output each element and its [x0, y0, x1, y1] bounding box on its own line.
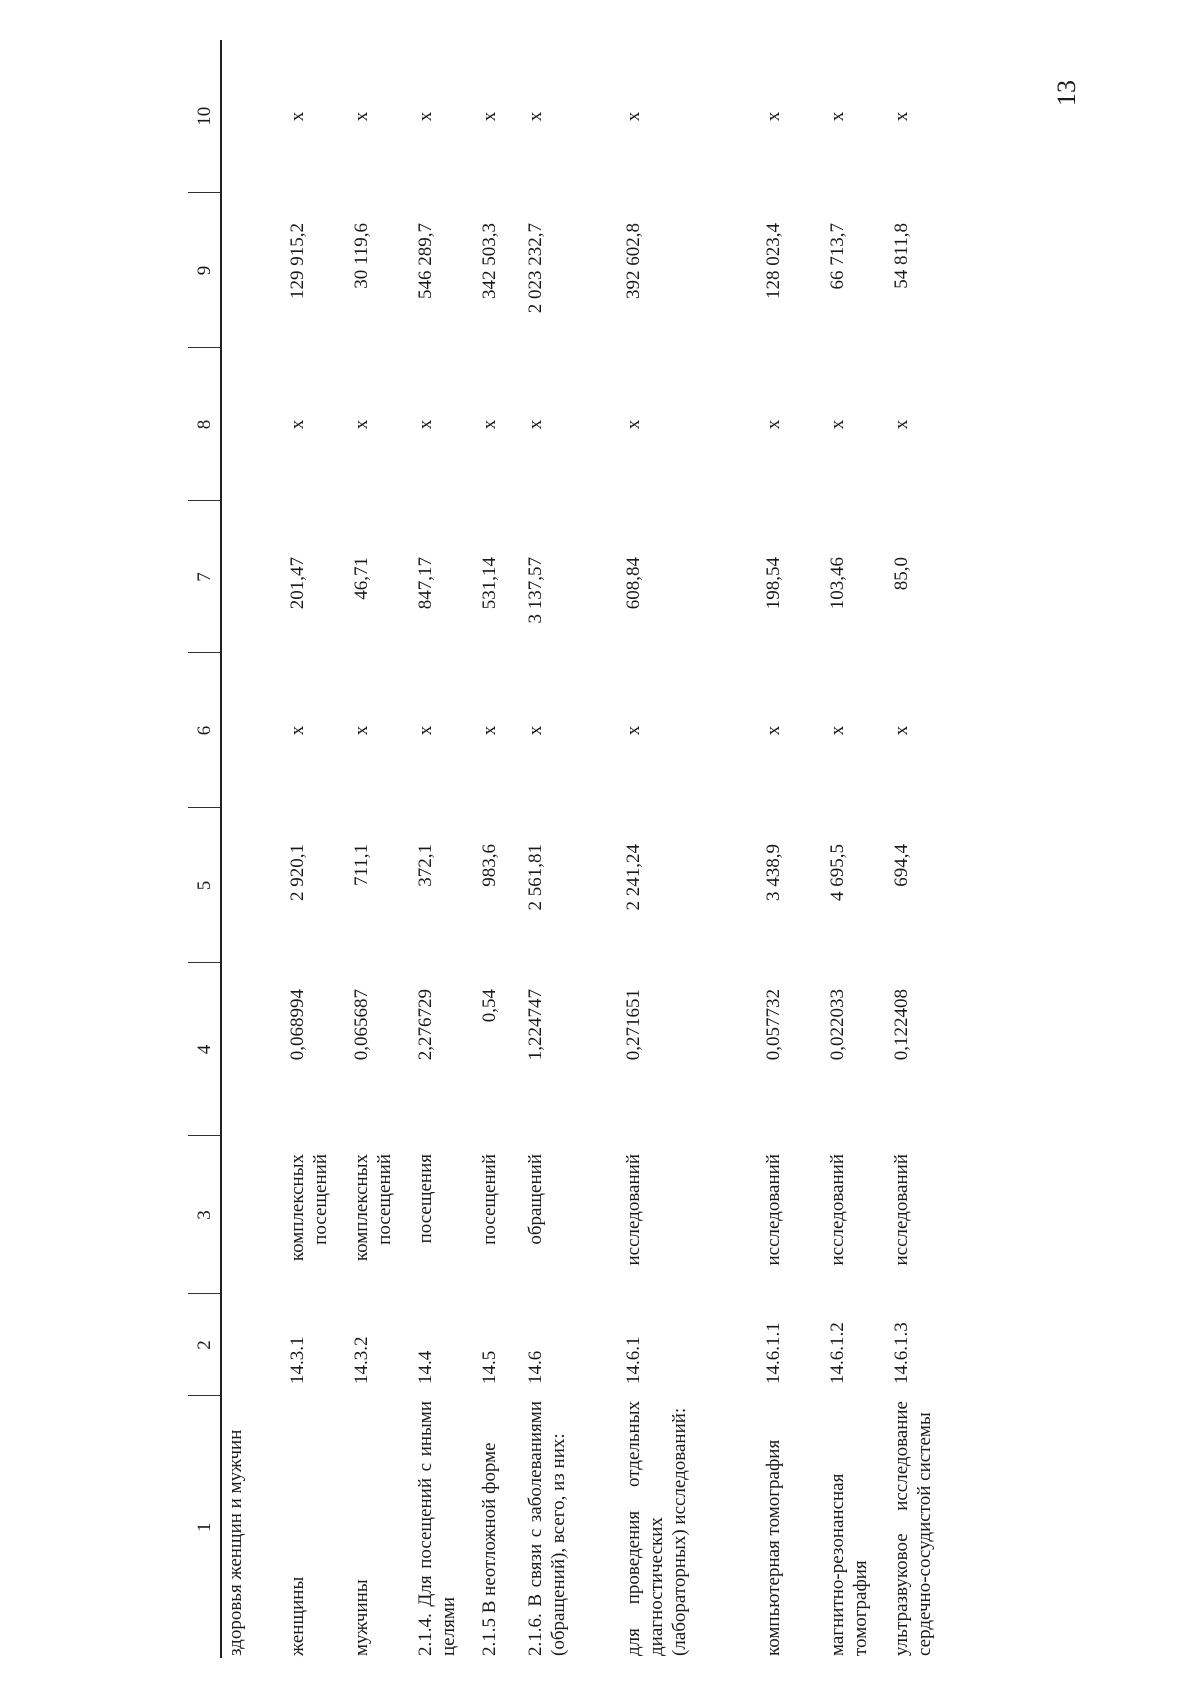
- cell-col7: 531,14: [479, 557, 500, 610]
- cell-col7: 46,71: [351, 557, 372, 600]
- column-header-7: 7: [188, 501, 221, 653]
- cell-col6: х: [525, 725, 546, 736]
- page-number: 13: [1052, 80, 1081, 106]
- table-row: [824, 40, 888, 1658]
- cell-col6: х: [623, 725, 644, 736]
- cell-col10: х: [891, 111, 912, 122]
- column-header-9: 9: [188, 193, 221, 348]
- cell-col7: 847,17: [415, 557, 436, 610]
- row-label: компьютерная томография: [763, 1439, 784, 1656]
- row-unit: посещения: [415, 1154, 436, 1244]
- column-header-2: 2: [188, 1294, 221, 1396]
- cell-col5: 2 920,1: [287, 844, 308, 901]
- cell-col5: 4 695,5: [827, 844, 848, 901]
- row-code: 14.6.1: [623, 1336, 644, 1384]
- column-header-1: 1: [188, 1396, 221, 1658]
- cell-col10: х: [287, 111, 308, 122]
- row-label: магнитно-резонансная томография: [827, 1473, 871, 1656]
- cell-col10: х: [479, 111, 500, 122]
- cell-col7: 103,46: [827, 557, 848, 610]
- cell-col7: 85,0: [891, 557, 912, 591]
- cell-col7: [221, 501, 284, 653]
- row-unit: исследований: [623, 1154, 644, 1266]
- cell-col9: 128 023,4: [763, 223, 784, 299]
- cell-col10: х: [827, 111, 848, 122]
- row-label: для проведения отдельных диагностических (лабораторных) исследований:: [623, 1401, 690, 1656]
- row-code: 14.3.2: [351, 1336, 372, 1384]
- row-code: 14.6.1.2: [827, 1322, 848, 1384]
- row-label: 2.1.4. Для посещений с иными целями: [415, 1401, 459, 1656]
- row-label: ультразвуковое исследование сердечно-сосудистой системы: [891, 1401, 935, 1656]
- cell-col7: 198,54: [763, 557, 784, 610]
- row-code: 14.6: [525, 1350, 546, 1384]
- row-label: женщины: [287, 1576, 308, 1656]
- table-row: [888, 40, 960, 1658]
- cell-col4: 0,122408: [891, 989, 912, 1061]
- row-unit: комплексных посещений: [287, 1154, 331, 1262]
- cell-col4: 0,271651: [623, 989, 644, 1061]
- cell-col5: 372,1: [415, 844, 436, 887]
- cell-col4: 0,068994: [287, 989, 308, 1061]
- row-code: [221, 1294, 284, 1396]
- cell-col6: х: [891, 725, 912, 736]
- cell-col4: [221, 963, 284, 1136]
- row-code: 14.6.1.3: [891, 1322, 912, 1384]
- cell-col7: 201,47: [287, 557, 308, 610]
- table-row: [412, 40, 476, 1658]
- cell-col10: [221, 40, 284, 193]
- cell-col8: х: [623, 419, 644, 430]
- cell-col9: 392 602,8: [623, 223, 644, 299]
- table-row: [284, 40, 348, 1658]
- cell-col8: х: [287, 419, 308, 430]
- table-row: [760, 40, 824, 1658]
- cell-col5: 694,4: [891, 844, 912, 887]
- cell-col4: 0,065687: [351, 989, 372, 1061]
- row-label: 2.1.6. В связи с заболеваниями (обращений), всего, из них:: [525, 1401, 569, 1656]
- table-row: [522, 40, 620, 1658]
- row-unit: комплексных посещений: [351, 1154, 395, 1262]
- cell-col9: 54 811,8: [891, 223, 912, 289]
- cell-col9: 30 119,6: [351, 223, 372, 289]
- data-table: [188, 40, 960, 1658]
- column-header-10: 10: [188, 40, 221, 193]
- cell-col6: х: [287, 725, 308, 736]
- row-unit: исследований: [891, 1154, 912, 1266]
- cell-col4: 1,224747: [525, 989, 546, 1061]
- row-unit: исследований: [763, 1154, 784, 1266]
- table-row: [476, 40, 522, 1658]
- row-unit: [221, 1136, 284, 1294]
- table-row: [620, 40, 760, 1658]
- column-header-3: 3: [188, 1136, 221, 1294]
- cell-col9: 2 023 232,7: [525, 223, 546, 314]
- row-code: 14.5: [479, 1350, 500, 1384]
- cell-col8: х: [827, 419, 848, 430]
- cell-col5: 3 438,9: [763, 844, 784, 901]
- cell-col8: х: [479, 419, 500, 430]
- header-row: [188, 40, 221, 1658]
- cell-col10: х: [415, 111, 436, 122]
- cell-col6: х: [479, 725, 500, 736]
- cell-col9: 129 915,2: [287, 223, 308, 299]
- column-header-5: 5: [188, 808, 221, 963]
- cell-col6: х: [351, 725, 372, 736]
- cell-col9: 342 503,3: [479, 223, 500, 299]
- cell-col8: х: [415, 419, 436, 430]
- cell-col9: [221, 193, 284, 348]
- cell-col9: 66 713,7: [827, 223, 848, 290]
- cell-col4: 0,54: [479, 989, 500, 1023]
- cell-col10: х: [623, 111, 644, 122]
- row-unit: исследований: [827, 1154, 848, 1266]
- cell-col8: х: [351, 419, 372, 430]
- cell-col8: [221, 348, 284, 501]
- cell-col4: 2,276729: [415, 989, 436, 1061]
- row-code: 14.6.1.1: [763, 1322, 784, 1384]
- row-unit: обращений: [525, 1154, 546, 1245]
- table-row: [221, 40, 284, 1658]
- row-code: 14.3.1: [287, 1336, 308, 1384]
- row-code: 14.4: [415, 1350, 436, 1384]
- cell-col7: 3 137,57: [525, 557, 546, 624]
- cell-col5: 983,6: [479, 844, 500, 887]
- column-header-4: 4: [188, 963, 221, 1136]
- cell-col4: 0,057732: [763, 989, 784, 1061]
- cell-col5: 2 241,24: [623, 844, 644, 911]
- cell-col10: х: [525, 111, 546, 122]
- cell-col8: х: [763, 419, 784, 430]
- cell-col9: 546 289,7: [415, 223, 436, 299]
- cell-col6: х: [827, 725, 848, 736]
- cell-col10: х: [351, 111, 372, 122]
- cell-col7: 608,84: [623, 557, 644, 610]
- cell-col5: 711,1: [351, 844, 372, 887]
- row-unit: посещений: [479, 1154, 500, 1245]
- column-header-6: 6: [188, 653, 221, 808]
- row-label: мужчины: [351, 1579, 372, 1656]
- cell-col6: х: [763, 725, 784, 736]
- cell-col10: х: [763, 111, 784, 122]
- cell-col4: 0,022033: [827, 989, 848, 1061]
- cell-col5: [221, 808, 284, 963]
- cell-col6: [221, 653, 284, 808]
- cell-col8: х: [525, 419, 546, 430]
- table-row: [348, 40, 412, 1658]
- rotated-table-container: [188, 40, 978, 1658]
- column-header-8: 8: [188, 348, 221, 501]
- cell-col8: х: [891, 419, 912, 430]
- row-label: здоровья женщин и мужчин: [225, 1429, 246, 1656]
- cell-col5: 2 561,81: [525, 844, 546, 911]
- row-label: 2.1.5 В неотложной форме: [479, 1442, 500, 1656]
- cell-col6: х: [415, 725, 436, 736]
